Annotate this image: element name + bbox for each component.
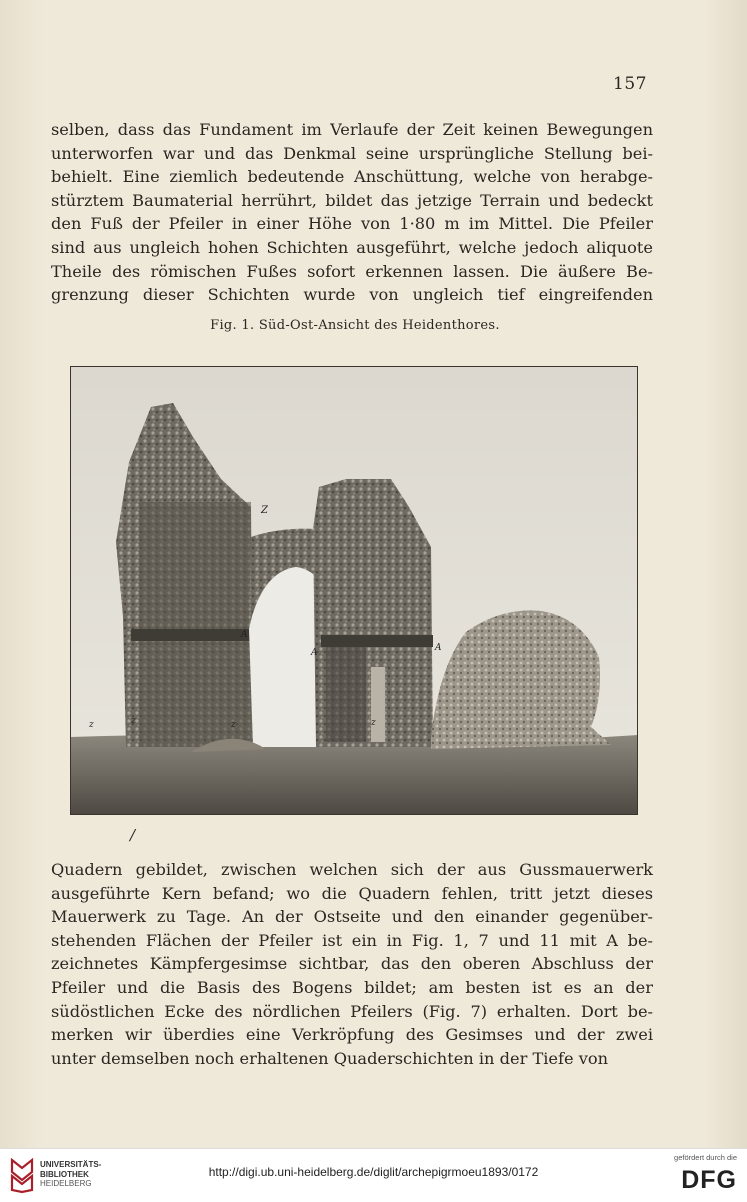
paragraph-bottom [51, 858, 653, 1070]
paragraph-top [51, 118, 653, 307]
svg-text:A: A [435, 643, 442, 653]
text-line: sind aus ungleich hohen Schichten ausgeführt, welche jedoch aliquote [51, 237, 653, 257]
text-line: stehenden Flächen der Pfeiler ist ein in Fig. 1, 7 und 11 mit A be- [51, 930, 653, 950]
svg-text:z: z [231, 720, 236, 730]
dfg-logo: DFG [681, 1166, 737, 1194]
text-line: Theile des römischen Fußes sofort erkennen lassen. Die äußere Be- [51, 261, 653, 281]
text-line: behielt. Eine ziemlich bedeutende Anschüttung, welche von herabge- [51, 167, 653, 187]
permalink-url[interactable]: http://digi.ub.uni-heidelberg.de/diglit/archepigrmoeu1893/0172 [208, 1165, 539, 1179]
text-line: unter demselben noch erhaltenen Quaderschichten in der Tiefe von [51, 1048, 609, 1068]
svg-text:z: z [89, 720, 94, 730]
svg-text:A: A [241, 630, 248, 640]
text-line: den Fuß der Pfeiler in einer Höhe von 1·80 m im Mittel. Die Pfeiler [51, 214, 653, 234]
text-line: südöstlichen Ecke des nördlichen Pfeilers (Fig. 7) erhalten. Dort be- [51, 1001, 653, 1021]
text-line: Quadern gebildet, zwischen welchen sich der aus Gussmauerwerk [51, 860, 653, 879]
stray-mark: / [130, 826, 136, 844]
footer-bar [0, 1148, 747, 1202]
page-number: 157 [613, 74, 647, 94]
text-line: Pfeiler und die Basis des Bogens bildet; am besten ist es an der [51, 977, 653, 997]
text-line: stürztem Baumaterial herrührt, bildet das jetzige Terrain und bedeckt [51, 190, 653, 210]
text-line: grenzung dieser Schichten wurde von ungleich tief eingreifenden [51, 285, 653, 305]
svg-text:A: A [311, 648, 318, 658]
text-line: selben, dass das Fundament im Verlaufe der Zeit keinen Bewegungen [51, 120, 653, 139]
text-line: zeichnetes Kämpfergesimse sichtbar, das den oberen Abschluss der [51, 954, 653, 974]
text-line: ausgeführte Kern befand; wo die Quadern fehlen, tritt jetzt dieses [51, 883, 653, 903]
figure-caption: Fig. 1. Süd-Ost-Ansicht des Heidenthores. [210, 318, 500, 333]
svg-text:Z: Z [261, 505, 268, 516]
text-line: unterworfen war und das Denkmal seine ursprüngliche Stellung bei- [51, 143, 653, 163]
funding-note: gefördert durch die [674, 1153, 737, 1162]
text-line: Mauerwerk zu Tage. An der Ostseite und den einander gegenüber- [51, 907, 653, 927]
ruin-illustration [71, 367, 637, 814]
text-line: merken wir überdies eine Verkröpfung des Gesimses und der zwei [51, 1025, 653, 1045]
svg-text:z: z [131, 716, 136, 726]
figure-photo-heidenthor [70, 366, 638, 815]
library-name: UNIVERSITÄTS- BIBLIOTHEK HEIDELBERG [40, 1160, 102, 1188]
svg-text:z: z [371, 718, 376, 728]
